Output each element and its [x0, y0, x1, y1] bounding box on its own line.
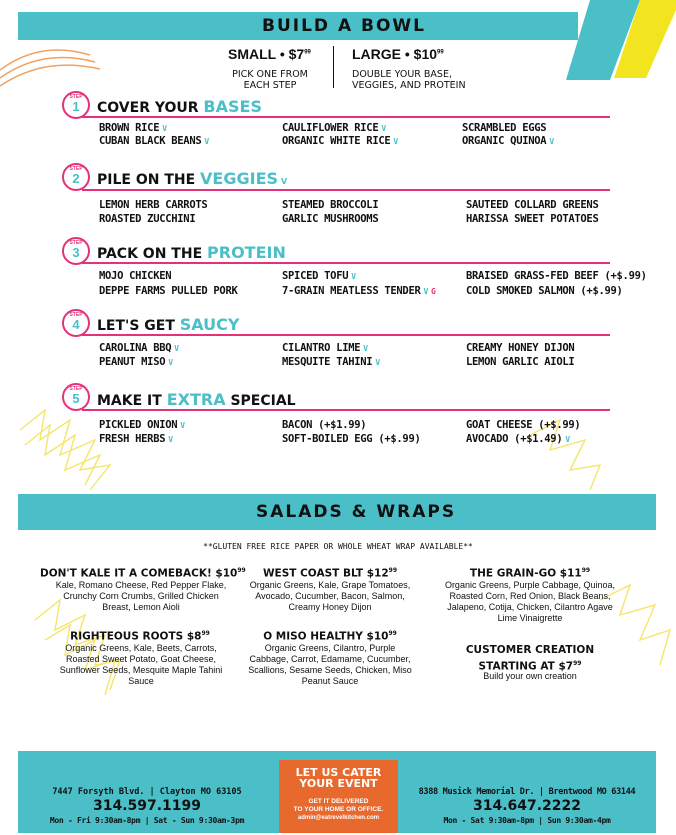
- catering-line-3: GET IT DELIVERED: [308, 798, 369, 805]
- step-badge-2: STEP 2: [62, 163, 90, 191]
- footer-right-address: 8388 Musick Memorial Dr. | Brentwood MO 63144: [418, 787, 636, 797]
- page-title: BUILD A BOWL: [262, 16, 427, 36]
- catering-email[interactable]: admin@eatrevelkitchen.com: [297, 815, 380, 821]
- menu-item: CILANTRO LIME V: [282, 342, 368, 354]
- step-title-4: LET'S GET SAUCY: [97, 315, 240, 334]
- menu-item: PEANUT MISO V: [99, 356, 173, 368]
- salad-description: Organic Greens, Kale, Grape Tomatoes, Avocado, Cucumber, Bacon, Salmon, Creamy Honey Dijon: [249, 580, 411, 612]
- menu-item: GOAT CHEESE (+$.99): [466, 419, 581, 431]
- salad-description: Build your own creation: [483, 671, 577, 681]
- menu-item: AVOCADO (+$1.49) V: [466, 433, 570, 445]
- step-title-5: MAKE IT EXTRA SPECIAL: [97, 390, 296, 409]
- salad-title: O MISO HEALTHY $\$10^{99}$: [263, 630, 397, 643]
- menu-item: FRESH HERBS V: [99, 433, 173, 445]
- menu-item: PICKLED ONION V: [99, 419, 185, 431]
- menu-item: ORGANIC WHITE RICE V: [282, 135, 398, 147]
- menu-item: ORGANIC QUINOA V: [462, 135, 554, 147]
- salad-title: WEST COAST BLT $\$12^{99}$: [262, 567, 398, 580]
- step-title-1: COVER YOUR BASES: [97, 97, 262, 116]
- catering-title-2: YOUR EVENT: [299, 777, 378, 790]
- salad-description: Organic Greens, Kale, Beets, Carrots, Roasted Sweet Potato, Goat Cheese, Sunflower Seeds, Mesquite Maple Tahini Sauce: [59, 643, 223, 686]
- salads-note: **GLUTEN FREE RICE PAPER OR WHOLE WHEAT WRAP AVAILABLE**: [203, 542, 473, 551]
- small-price-note: PICK ONE FROM EACH STEP: [232, 69, 308, 91]
- footer-right-phone[interactable]: 314.647.2222: [472, 798, 582, 814]
- step-badge-3: STEP 3: [62, 237, 90, 265]
- menu-item: LEMON GARLIC AIOLI: [466, 356, 575, 368]
- salad-title: THE GRAIN-GO $\$11^{99}$: [469, 567, 591, 580]
- menu-item: CAULIFLOWER RICE V: [282, 122, 386, 134]
- menu-item: 7-GRAIN MEATLESS TENDER V G: [282, 285, 436, 297]
- step-divider-3: [82, 262, 610, 264]
- step-divider-1: [82, 116, 610, 118]
- menu-item: LEMON HERB CARROTS: [99, 199, 208, 211]
- salad-description: Kale, Romano Cheese, Red Pepper Flake, Crunchy Corn Crumbs, Grilled Chicken Breast, Lemon Aioli: [55, 580, 227, 612]
- salad-description: Organic Greens, Cilantro, Purple Cabbage, Carrot, Edamame, Cucumber, Scallions, Sesame Seeds, Chicken, Miso Peanut Sauce: [248, 643, 412, 686]
- menu-item: COLD SMOKED SALMON (+$.99): [466, 285, 623, 297]
- footer-right-hours: Mon - Sat 9:30am-8pm | Sun 9:30am-4pm: [443, 816, 611, 825]
- step-badge-1: STEP 1: [62, 91, 90, 119]
- menu-item: HARISSA SWEET POTATOES: [466, 213, 599, 225]
- menu-item: GARLIC MUSHROOMS: [282, 213, 379, 225]
- menu-item: SPICED TOFU V: [282, 270, 356, 282]
- small-price: SMALL • $\$7^{99}$: [228, 46, 311, 62]
- salad-title: DON'T KALE IT A COMEBACK! $\$10^{99}$: [40, 567, 246, 580]
- menu-item: CREAMY HONEY DIJON: [466, 342, 575, 354]
- menu-item: SOFT-BOILED EGG (+$.99): [282, 433, 421, 445]
- menu-item: BACON (+$1.99): [282, 419, 367, 431]
- menu-item: SCRAMBLED EGGS: [462, 122, 547, 134]
- footer-left-address: 7447 Forsyth Blvd. | Clayton MO 63105: [52, 787, 242, 797]
- menu-item: ROASTED ZUCCHINI: [99, 213, 196, 225]
- large-price: LARGE • $\$10^{99}$: [352, 46, 444, 62]
- step-badge-4: STEP 4: [62, 309, 90, 337]
- salad-title: RIGHTEOUS ROOTS $\$8^{99}$: [70, 630, 210, 643]
- menu-item: CUBAN BLACK BEANS V: [99, 135, 209, 147]
- salad-title: CUSTOMER CREATION STARTING AT $\$7^{99}$: [465, 644, 595, 673]
- step-divider-5: [82, 409, 610, 411]
- price-divider: [333, 46, 334, 88]
- step-divider-2: [82, 189, 610, 191]
- menu-item: MESQUITE TAHINI V: [282, 356, 380, 368]
- step-title-3: PACK ON THE PROTEIN: [97, 243, 286, 262]
- menu-item: DEPPE FARMS PULLED PORK: [99, 285, 238, 297]
- footer-left-phone[interactable]: 314.597.1199: [92, 798, 202, 814]
- salads-title: SALADS & WRAPS: [256, 502, 457, 522]
- menu-item: BRAISED GRASS-FED BEEF (+$.99): [466, 270, 647, 282]
- step-title-2: PILE ON THE VEGGIES V: [97, 169, 288, 188]
- salad-description: Organic Greens, Purple Cabbage, Quinoa, Roasted Corn, Red Onion, Black Beans, Jalapeno, Cotija, Chicken, Cilantro Agave Lime Vinaigrette: [444, 580, 616, 623]
- menu-item: MOJO CHICKEN: [99, 270, 172, 282]
- large-price-note-1: DOUBLE YOUR BASE,: [352, 69, 452, 80]
- footer-left-hours: Mon - Fri 9:30am-8pm | Sat - Sun 9:30am-3pm: [49, 816, 245, 825]
- catering-line-4: TO YOUR HOME OR OFFICE.: [293, 806, 384, 813]
- menu-item: STEAMED BROCCOLI: [282, 199, 379, 211]
- menu-item: SAUTEED COLLARD GREENS: [466, 199, 599, 211]
- large-price-note-2: VEGGIES, AND PROTEIN: [352, 80, 466, 91]
- menu-item: CAROLINA BBQ V: [99, 342, 179, 354]
- step-badge-5: STEP 5: [62, 383, 90, 411]
- step-divider-4: [82, 334, 610, 336]
- catering-box[interactable]: [279, 760, 398, 833]
- catering-title-1: LET US CATER: [295, 766, 382, 779]
- menu-item: BROWN RICE V: [99, 122, 167, 134]
